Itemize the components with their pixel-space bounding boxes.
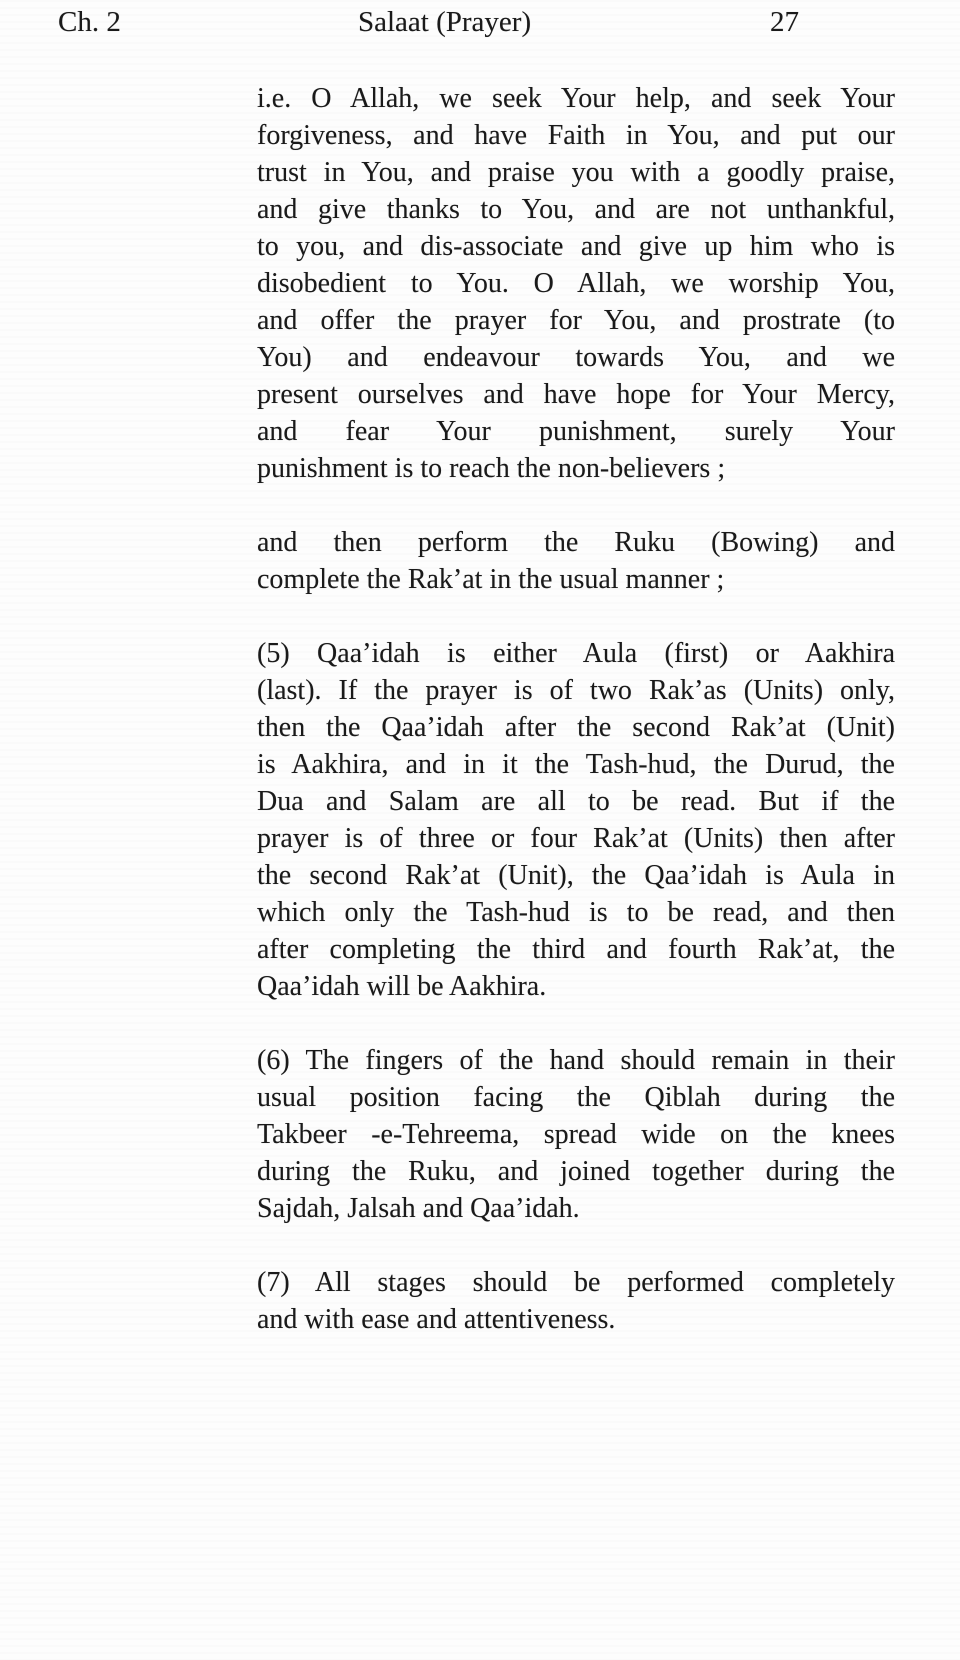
text-line: trust in You, and praise you with a goodly praise, [257, 157, 895, 188]
text-line: (5) Qaa’idah is either Aula (first) or Aakhira [257, 638, 895, 669]
page-number: 27 [770, 6, 799, 38]
text-line: after completing the third and fourth Rak’at, the [257, 934, 895, 965]
paragraph-item-5 [257, 635, 895, 1005]
text-line: then the Qaa’idah after the second Rak’at (Unit) [257, 712, 895, 743]
paragraph-ruku-instruction [257, 524, 895, 598]
text-line: and offer the prayer for You, and prostrate (to [257, 305, 895, 336]
text-line: (last). If the prayer is of two Rak’as (Units) only, [257, 675, 895, 706]
text-line: the second Rak’at (Unit), the Qaa’idah is Aula in [257, 860, 895, 891]
text-line: is Aakhira, and in it the Tash-hud, the Durud, the [257, 749, 895, 780]
page-title: Salaat (Prayer) [358, 6, 532, 38]
paragraph-item-6 [257, 1042, 895, 1227]
text-line: and give thanks to You, and are not unthankful, [257, 194, 895, 225]
text-line: to you, and dis-associate and give up him who is [257, 231, 895, 262]
text-line: Sajdah, Jalsah and Qaa’idah. [257, 1193, 580, 1224]
text-line: (7) All stages should be performed completely [257, 1267, 895, 1298]
text-line: prayer is of three or four Rak’at (Units) then after [257, 823, 895, 854]
text-line: (6) The fingers of the hand should remain in their [257, 1045, 895, 1076]
body-text [257, 80, 895, 1375]
text-line: forgiveness, and have Faith in You, and put our [257, 120, 895, 151]
text-line: You) and endeavour towards You, and we [257, 342, 895, 373]
text-line: disobedient to You. O Allah, we worship You, [257, 268, 895, 299]
text-line: and then perform the Ruku (Bowing) and [257, 527, 895, 558]
text-line: Qaa’idah will be Aakhira. [257, 971, 547, 1002]
text-line: complete the Rak’at in the usual manner ; [257, 564, 725, 595]
text-line: usual position facing the Qiblah during the [257, 1082, 895, 1113]
text-line: present ourselves and have hope for Your Mercy, [257, 379, 895, 410]
text-line: during the Ruku, and joined together during the [257, 1156, 895, 1187]
text-line: i.e. O Allah, we seek Your help, and seek Your [257, 83, 895, 114]
text-line: punishment is to reach the non-believers ; [257, 453, 726, 484]
paragraph-prayer-translation [257, 80, 895, 487]
text-line: Dua and Salam are all to be read. But if the [257, 786, 895, 817]
paragraph-item-7 [257, 1264, 895, 1338]
text-line: and with ease and attentiveness. [257, 1304, 616, 1335]
text-line: and fear Your punishment, surely Your [257, 416, 895, 447]
text-line: Takbeer -e-Tehreema, spread wide on the knees [257, 1119, 895, 1150]
text-line: which only the Tash-hud is to be read, and then [257, 897, 895, 928]
chapter-label: Ch. 2 [58, 6, 121, 38]
